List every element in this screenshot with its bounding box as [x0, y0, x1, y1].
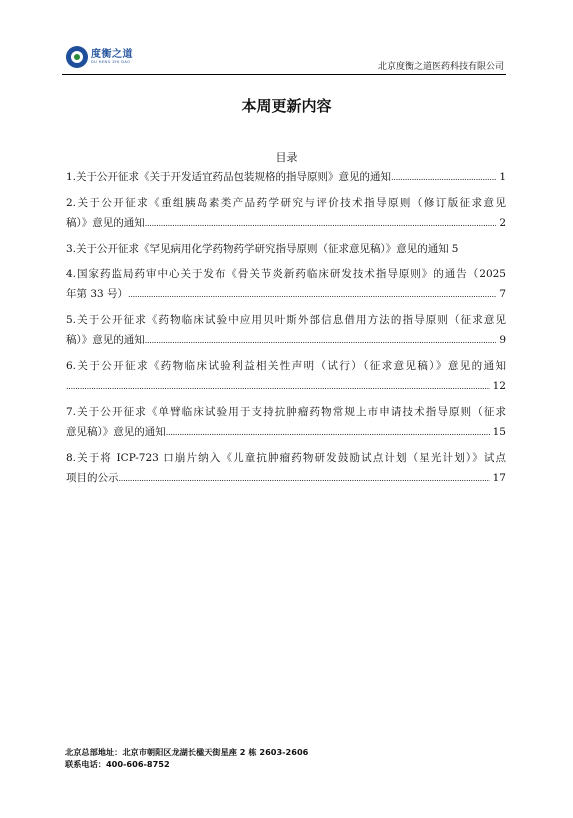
toc-entry-text: 4.国家药监局药审中心关于发布《骨关节炎新药临床研发技术指导原则》的通告（2025 [66, 268, 506, 280]
dot-leader [66, 376, 490, 397]
toc-entry-text: 1.关于公开征求《关于开发适宜药品包装规格的指导原则》意见的通知 [66, 171, 392, 183]
footer-phone: 联系电话：400-606-8752 [65, 759, 170, 769]
toc-entry[interactable] [66, 167, 506, 188]
toc-entry[interactable] [66, 264, 506, 305]
toc-page-number: 1 [499, 171, 506, 183]
dot-leader [391, 167, 496, 188]
toc-entry-text: 5.关于公开征求《药物临床试验中应用贝叶斯外部信息借用方法的指导原则（征求意见 [66, 314, 506, 326]
dot-leader [128, 284, 496, 305]
page-title: 本周更新内容 [241, 97, 332, 115]
toc-entry-text: 意见稿）》意见的通知 [66, 426, 166, 438]
toc-heading: 目录 [275, 151, 298, 164]
page-footer [65, 746, 308, 770]
toc-entry-text: 项目的公示 [66, 472, 119, 484]
toc-entry-text: 年第 33 号） [66, 288, 129, 300]
toc-entry[interactable] [66, 310, 506, 351]
toc-entry-text: 2.关于公开征求《重组胰岛素类产品药学研究与评价技术指导原则（修订版征求意见 [66, 197, 506, 209]
toc-page-number: 15 [492, 426, 506, 438]
footer-address: 北京总部地址：北京市朝阳区龙湖长楹天街星座 2 栋 2603-2606 [65, 747, 309, 757]
toc-entry-text: 3.关于公开征求《罕见病用化学药物药学研究指导原则（征求意见稿）》意见的通知 [66, 243, 449, 255]
dot-leader [145, 213, 497, 234]
dot-leader [145, 330, 497, 351]
toc-entry[interactable] [66, 402, 506, 443]
dot-leader [166, 422, 490, 443]
toc-page-number: 5 [451, 243, 459, 255]
toc-page-number: 9 [499, 334, 506, 346]
logo-emblem-icon [66, 46, 88, 68]
toc-entry[interactable] [66, 239, 506, 259]
toc-page-number: 2 [499, 217, 506, 229]
toc-entry-text: 8.关于将 ICP-723 口崩片纳入《儿童抗肿瘤药物研发鼓励试点计划（星光计划）》试点 [66, 452, 506, 464]
company-name: 北京度衡之道医药科技有限公司 [377, 62, 504, 72]
toc-entry[interactable] [66, 356, 506, 397]
page-header [62, 42, 506, 75]
toc-page-number: 12 [492, 380, 506, 392]
toc-entry[interactable] [66, 448, 506, 489]
toc-page-number: 7 [499, 288, 506, 300]
toc-entry-text: 6.关于公开征求《药物临床试验利益相关性声明（试行）（征求意见稿）》意见的通知 [66, 360, 506, 372]
logo-english-text: DU HENG ZHI DAO [91, 60, 131, 64]
toc-entry[interactable] [66, 193, 506, 234]
logo-chinese-text: 度衡之道 [91, 49, 133, 60]
toc-page-number: 17 [492, 472, 506, 484]
toc-entry-text: 稿）》意见的通知 [66, 217, 145, 229]
toc-entry-text: 7.关于公开征求《单臂临床试验用于支持抗肿瘤药物常规上市申请技术指导原则（征求 [66, 406, 506, 418]
dot-leader [119, 468, 490, 489]
company-logo [66, 44, 133, 70]
table-of-contents [66, 167, 506, 494]
toc-entry-text: 稿）》意见的通知 [66, 334, 145, 346]
